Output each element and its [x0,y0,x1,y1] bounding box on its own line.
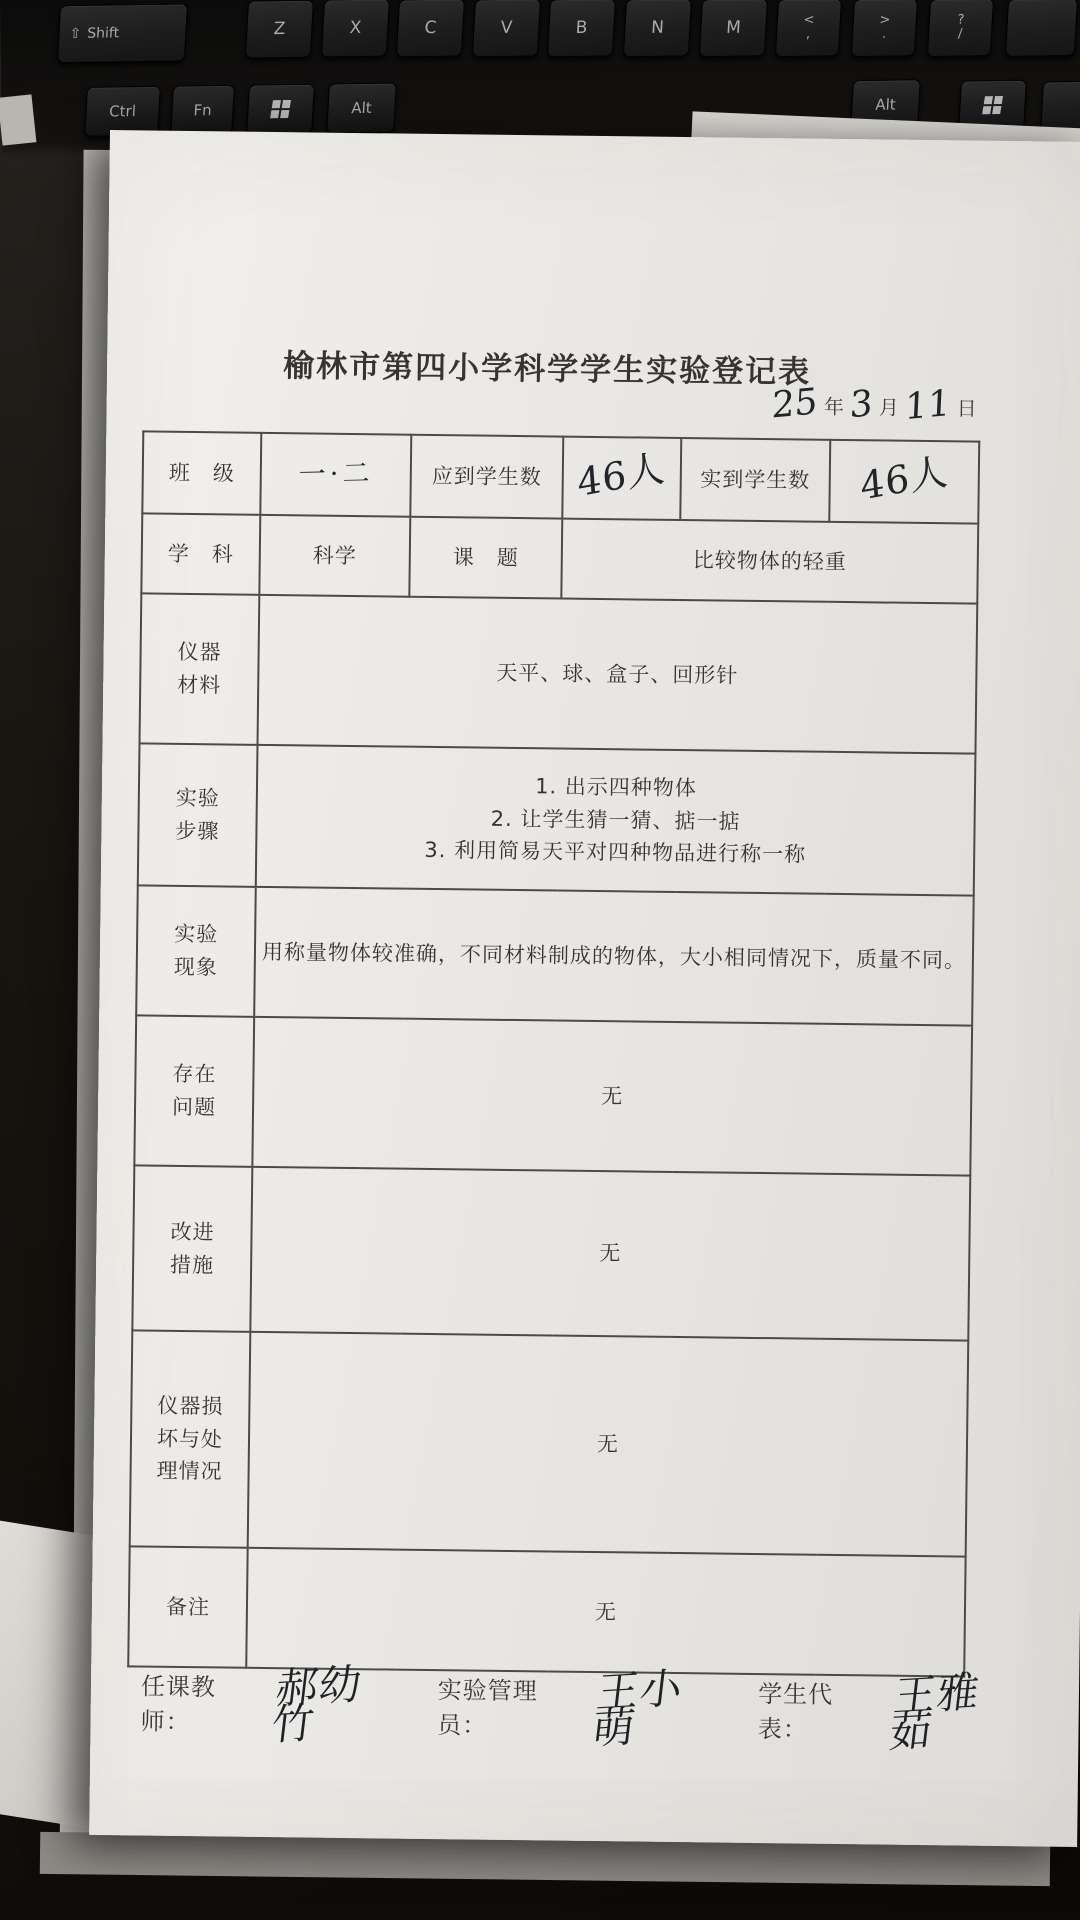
row-class [142,431,979,523]
year-unit-label: 年 [823,394,845,419]
key-question [927,0,994,57]
subject-value-cell: 科学 [259,515,410,597]
windows-logo-icon [270,100,291,118]
phenomena-content-cell: 用称量物体较准确，不同材料制成的物体，大小相同情况下，质量不同。 [254,887,974,1026]
damage-content-cell: 无 [248,1332,969,1557]
key-x-label: X [349,17,362,39]
key-m [699,0,768,57]
actual-students-value-cell [829,440,979,524]
problems-label-cell: 存在 问题 [134,1015,254,1166]
phenomena-label-cell: 实验 现象 [136,885,256,1016]
expected-students-value-cell [562,437,681,520]
subject-label-cell: 学 科 [141,513,260,594]
signature-line [140,1659,1041,1758]
handwritten-year: 25 [771,381,819,427]
handwritten-actual-count: 46人 [858,448,950,509]
fn-key-label: Fn [192,101,213,120]
row-phenomena [136,885,974,1025]
key-m-label: M [725,17,742,38]
remarks-label-cell: 备注 [128,1546,247,1667]
manager-signature-label: 实验管理员： [437,1676,538,1741]
student-signature-label: 学生代表： [757,1680,834,1745]
key-period-bottom-label: . [881,26,887,42]
paper-stack-edge [0,94,36,145]
teacher-signature-label: 任课教师： [140,1672,217,1737]
key-question-bottom-label: / [957,26,963,42]
manager-signature: 王小萌 [589,1663,686,1754]
handwritten-expected-count: 46人 [576,445,668,506]
key-period [851,0,918,57]
topic-value-cell: 比较物体的轻重 [561,519,978,604]
registration-table [127,430,980,1677]
key-v [472,0,541,57]
windows-key-left [246,84,315,135]
key-b-label: B [575,17,588,38]
shift-key [57,3,188,63]
key-z-label: Z [273,19,286,40]
class-value-cell [260,433,411,517]
fn-key [170,85,235,136]
key-n [623,0,692,57]
key-period-top-label: > [878,12,891,29]
row-problems [134,1015,972,1175]
steps-content-cell: 1. 出示四种物体 2. 让学生猜一猜、掂一掂 3. 利用简易天平对四种物品进行称一称 [256,745,976,896]
problems-content-cell: 无 [252,1017,972,1176]
row-improvements [132,1165,970,1340]
actual-students-label-cell: 实到学生数 [680,438,830,522]
handwritten-day: 11 [904,382,952,429]
day-unit-label: 日 [956,396,977,421]
key-c-label: C [423,17,437,39]
teacher-signature: 郝幼竹 [269,1659,366,1750]
key-c [396,0,465,57]
month-unit-label: 月 [878,395,900,420]
row-materials [140,593,978,753]
class-label-cell: 班 级 [142,431,261,514]
materials-label-cell: 仪器 材料 [140,593,260,744]
improvements-label-cell: 改进 措施 [132,1165,252,1331]
key-comma [775,0,842,57]
expected-students-label-cell: 应到学生数 [410,435,563,519]
key-n-label: N [650,17,665,38]
form-title: 榆林市第四小学科学学生实验登记表 [282,348,812,391]
alt-key-left [326,82,397,133]
topic-label-cell: 课 题 [409,517,562,599]
improvements-content-cell: 无 [250,1167,970,1341]
key-question-top-label: ? [957,12,965,29]
student-signature: 王雅茹 [886,1666,983,1758]
row-damage [130,1330,969,1556]
steps-label-cell: 实验 步骤 [138,743,258,886]
row-remarks [128,1546,965,1676]
key-b [547,0,616,57]
damage-label-cell: 仪器损 坏与处 理情况 [130,1330,251,1547]
key-comma-bottom-label: , [805,26,811,42]
key-comma-top-label: < [802,12,815,29]
shift-up-arrow-icon: ⇧ [69,25,82,43]
key-partial-bottom-right [1040,81,1080,132]
windows-logo-icon [982,96,1003,114]
row-steps [138,743,976,895]
date-line [771,381,977,429]
materials-content-cell: 天平、球、盒子、回形针 [257,595,977,754]
key-v-label: V [500,17,513,39]
shift-key-label: Shift [86,25,120,42]
ctrl-key-label: Ctrl [108,102,137,121]
row-subject [141,513,978,603]
handwritten-month: 3 [849,383,874,427]
key-z [245,0,314,59]
key-partial-right [1005,0,1078,57]
experiment-registration-form [89,130,1080,1847]
key-x [321,0,390,58]
alt-key-right-label: Alt [874,95,897,114]
alt-key-left-label: Alt [350,98,373,118]
handwritten-class-value: 一·二 [298,458,374,491]
remarks-content-cell: 无 [246,1548,965,1677]
